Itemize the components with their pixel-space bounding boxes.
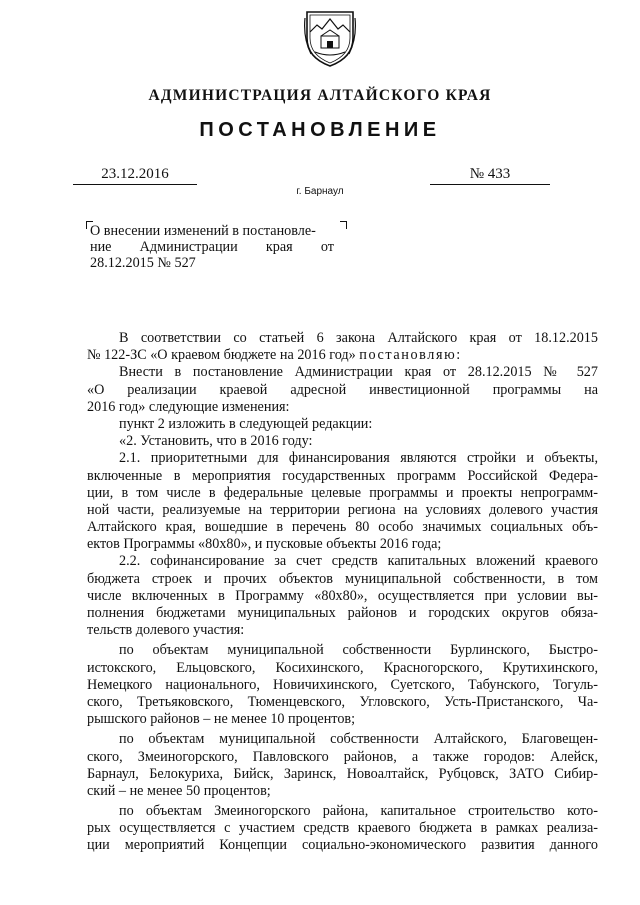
body-line: включенные в мероприятия государственных программ Российской Федера- xyxy=(87,467,598,484)
body-line: рышского районов – не менее 10 процентов; xyxy=(87,711,356,728)
body-line: ского, Змеиногорского, Павловского районов, а также городов: Алейск, xyxy=(87,748,598,765)
body-line: ции мероприятий Концепции социально-экономического развития данного xyxy=(87,837,598,854)
document-type-title: ПОСТАНОВЛЕНИЕ xyxy=(199,119,441,141)
document-subject xyxy=(90,223,334,271)
subject-line: 28.12.2015 № 527 xyxy=(90,255,196,271)
body-line: истокского, Ельцовского, Косихинского, Красногорского, Крутихинского, xyxy=(87,659,598,676)
body-line: ной части, реализуемые на территории региона на условиях долевого участия xyxy=(87,501,598,518)
body-line: «2. Установить, что в 2016 году: xyxy=(119,433,313,450)
body-line: пункт 2 изложить в следующей редакции: xyxy=(119,415,373,432)
body-line: 2.1. приоритетными для финансирования являются стройки и объекты, xyxy=(119,450,598,467)
body-line: по объектам муниципальной собственности Бурлинского, Быстро- xyxy=(119,642,598,659)
body-line: полнения бюджетами муниципальных районов и городских округов обяза- xyxy=(87,605,598,621)
body-line: 2016 год» следующие изменения: xyxy=(87,398,290,415)
body-line: бюджета строек и прочих объектов муниципальной собственности, в том xyxy=(87,570,598,587)
body-line: ектов Программы «80х80», и пусковые объекты 2016 года; xyxy=(87,536,442,553)
subject-line: О внесении изменений в постановле- xyxy=(90,223,316,239)
body-text: № 122-ЗС «О краевом бюджете на 2016 год» xyxy=(87,347,360,364)
body-line: ции, в том числе в федеральные целевые программы и проекты непрограмм- xyxy=(87,484,598,501)
document-date: 23.12.2016 xyxy=(73,166,197,185)
body-line: числе включенных в Программу «80х80», осуществляется при условии вы- xyxy=(87,587,598,604)
subject-bracket-right xyxy=(340,221,347,229)
issuing-authority: АДМИНИСТРАЦИЯ АЛТАЙСКОГО КРАЯ xyxy=(148,87,492,104)
subject-line: ние Администрации края от xyxy=(90,239,334,255)
body-line: Внести в постановление Администрации края от 28.12.2015 № 527 xyxy=(119,364,598,381)
body-line: ского, Третьяковского, Тюменцевского, Угловского, Усть-Пристанского, Ча- xyxy=(87,693,598,710)
body-line: Алтайского края, вошедшие в перечень 80 особо значимых социальных объ- xyxy=(87,519,598,536)
resolve-word: постановляю: xyxy=(359,347,462,364)
body-line: В соответствии со статьей 6 закона Алтайского края от 18.12.2015 xyxy=(119,330,598,346)
body-line: Барнаул, Белокуриха, Бийск, Заринск, Новоалтайск, Рубцовск, ЗАТО Сибир- xyxy=(87,765,598,782)
coat-of-arms-icon xyxy=(303,8,357,68)
document-city: г. Барнаул xyxy=(296,186,344,197)
body-line: Немецкого национального, Новичихинского, Суетского, Табунского, Тогуль- xyxy=(87,676,598,693)
body-line: тельств долевого участия: xyxy=(87,622,245,639)
body-line: 2.2. софинансирование за счет средств капитальных вложений краевого xyxy=(119,553,598,570)
body-line: рых осуществляется с участием средств краевого бюджета в рамках реализа- xyxy=(87,820,598,837)
body-line xyxy=(87,347,598,364)
body-line: «О реализации краевой адресной инвестиционной программы на xyxy=(87,381,598,398)
body-line: ский – не менее 50 процентов; xyxy=(87,782,271,799)
body-line: по объектам муниципальной собственности Алтайского, Благовещен- xyxy=(119,731,598,748)
body-line: по объектам Змеиногорского района, капитальное строительство кото- xyxy=(119,803,598,820)
document-number: № 433 xyxy=(430,166,550,185)
document-body xyxy=(87,330,598,855)
